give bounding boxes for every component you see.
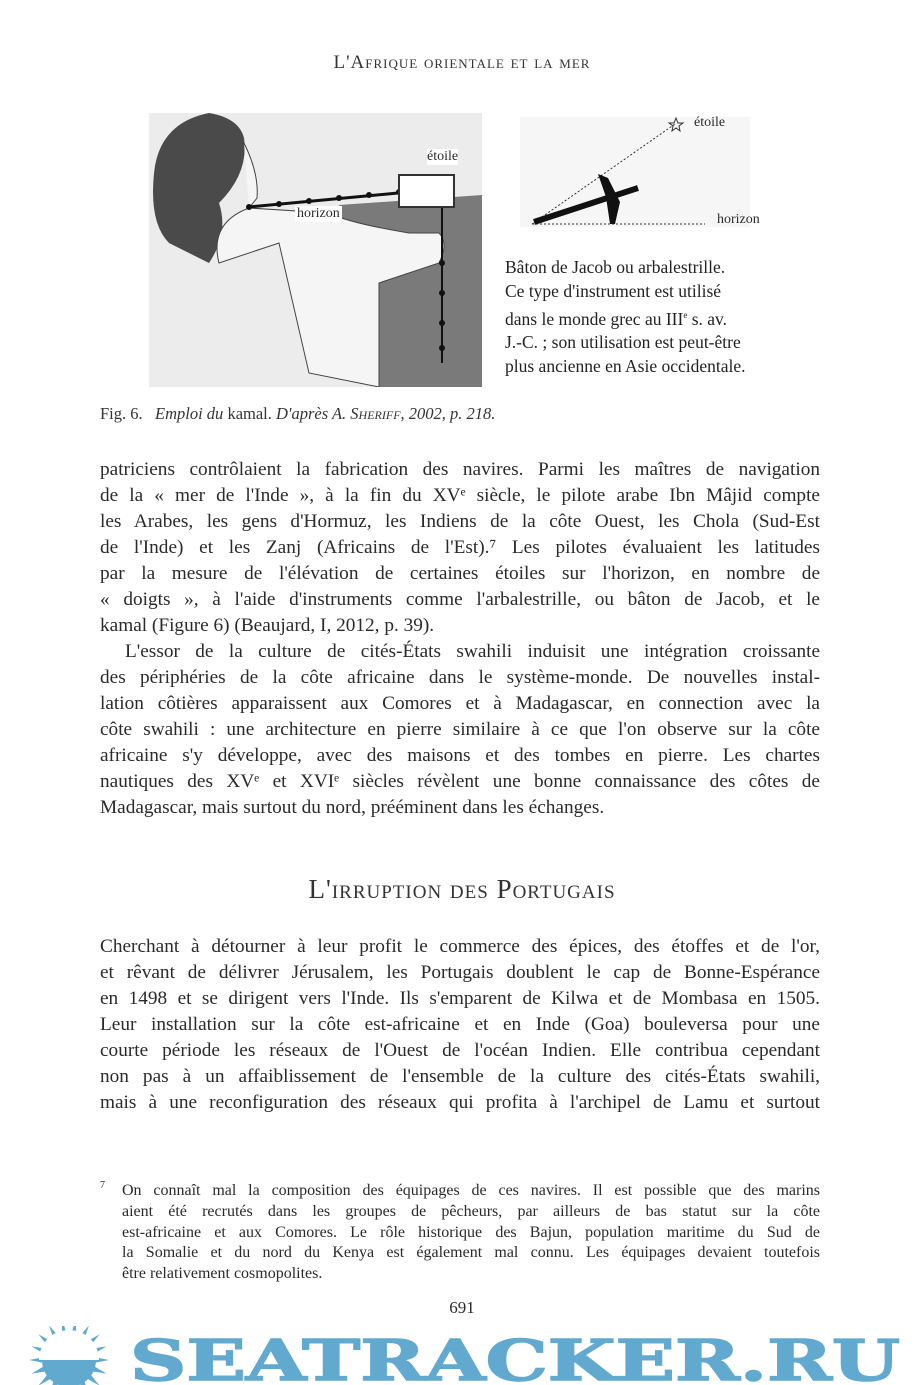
caption-line: J.-C. ; son utilisation est peut-être — [505, 332, 741, 353]
caption-line: Bâton de Jacob ou arbalestrille. — [505, 257, 726, 277]
footnote-line: est-africaine et aux Comores. Le rôle historique des Bajun, population maritime du Sud de — [122, 1223, 820, 1241]
text-line: et rêvant de délivrer Jérusalem, les Portugais doublent le cap de Bonne-Espérance — [100, 962, 820, 983]
star-label: étoile — [694, 115, 726, 130]
caption-text: , 2002, p. 218. — [400, 404, 496, 423]
paragraph-3 — [100, 934, 820, 1116]
superscript: e — [683, 309, 688, 320]
caption-author: Sheriff — [350, 404, 401, 423]
kamal-illustration — [149, 113, 482, 387]
diagram-caption — [505, 256, 746, 379]
footnote-line: la Somalie et du nord du Kenya est également mal connu. Les équipages devaient toutefois — [122, 1244, 820, 1262]
text-line: côte swahili : une architecture en pierre similaire à ce que l'on observe sur la côte — [100, 719, 820, 740]
caption-text: dans le monde grec au III — [505, 308, 684, 329]
sun-logo-icon — [29, 1326, 109, 1385]
footnote-line: être relativement cosmopolites. — [122, 1265, 323, 1283]
paragraph-1 — [100, 457, 820, 639]
text-line: les Arabes, les gens d'Hormuz, les Indiens de la côte Ouest, les Chola (Sud-Est — [100, 511, 820, 532]
text-line: « doigts », à l'aide d'instruments comme l'arbalestrille, ou bâton de Jacob, et le — [100, 589, 820, 610]
text-line: des périphéries de la côte africaine dans le système-monde. De nouvelles instal- — [100, 667, 820, 688]
text-line: de la « mer de l'Inde », à la fin du XVᵉ siècle, le pilote arabe Ibn Mâjid compte — [100, 485, 820, 506]
page-number: 691 — [449, 1298, 475, 1317]
text-line: Leur installation sur la côte est-africaine et en Inde (Goa) bouleversa pour une — [100, 1014, 820, 1035]
horizon-label: horizon — [297, 206, 340, 221]
caption-line: plus ancienne en Asie occidentale. — [505, 356, 746, 377]
caption-line: Ce type d'instrument est utilisé — [505, 280, 722, 301]
figure-caption — [100, 404, 495, 424]
caption-line — [505, 304, 746, 332]
text-line: courte période les réseaux de l'Ouest de l'océan Indien. Elle contribua cependant — [100, 1040, 820, 1061]
jacob-staff-diagram — [520, 112, 780, 237]
star-label: étoile — [427, 149, 459, 164]
text-line: L'essor de la culture de cités-États swahili induisit une intégration croissante — [125, 641, 820, 662]
text-line: nautiques des XVᵉ et XVIᵉ siècles révèlent une bonne connaissance des côtes de — [100, 771, 820, 792]
text-line: africaine s'y développe, avec des maisons et des tombes en pierre. Les chartes — [100, 745, 820, 766]
text-line: Madagascar, mais surtout du nord, prééminent dans les échanges. — [100, 797, 605, 818]
watermark-text: SEATRACKER.RU — [130, 1328, 900, 1385]
text-line: de l'Inde) et les Zanj (Africains de l'Est).⁷ Les pilotes évaluaient les latitudes — [100, 537, 820, 558]
footnote-line: aient été recrutés dans les groupes de pêcheurs, par ailleurs de bas statut sur la côte — [122, 1202, 820, 1220]
footnote — [122, 1181, 820, 1285]
caption-text: kamal. — [227, 404, 272, 423]
text-line: kamal (Figure 6) (Beaujard, I, 2012, p. 39). — [100, 615, 435, 636]
text-line: Cherchant à détourner à leur profit le commerce des épices, des étoffes et de l'or, — [100, 936, 820, 957]
fig-number: Fig. 6. — [100, 404, 143, 423]
caption-text: Emploi du — [155, 404, 224, 423]
footnote-line: On connaît mal la composition des équipages de ces navires. Il est possible que des marins — [122, 1182, 820, 1199]
text-line: en 1498 et se dirigent vers l'Inde. Ils s'emparent de Kilwa et de Mombasa en 1505. — [100, 988, 820, 1009]
text-line: patriciens contrôlaient la fabrication des navires. Parmi les maîtres de navigation — [100, 459, 820, 480]
paragraph-2 — [100, 639, 820, 821]
horizon-label: horizon — [717, 212, 760, 227]
watermark — [0, 1326, 924, 1385]
text-line: non pas à un affaiblissement de l'ensemble de la culture des cités-États swahili, — [100, 1066, 820, 1087]
text-line: lation côtières apparaissent aux Comores et à Madagascar, en connection avec la — [100, 693, 820, 714]
running-head: L'Afrique orientale et la mer — [333, 52, 591, 73]
section-title: L'irruption des Portugais — [308, 874, 616, 904]
footnote-mark: 7 — [100, 1180, 105, 1191]
text-line: par la mesure de l'élévation de certaines étoiles sur l'horizon, en nombre de — [100, 563, 820, 584]
caption-text: s. av. — [687, 308, 728, 329]
text-line: mais à une reconfiguration des réseaux qui profita à l'archipel de Lamu et surtout — [100, 1092, 820, 1113]
caption-text: D'après A. — [276, 404, 347, 423]
